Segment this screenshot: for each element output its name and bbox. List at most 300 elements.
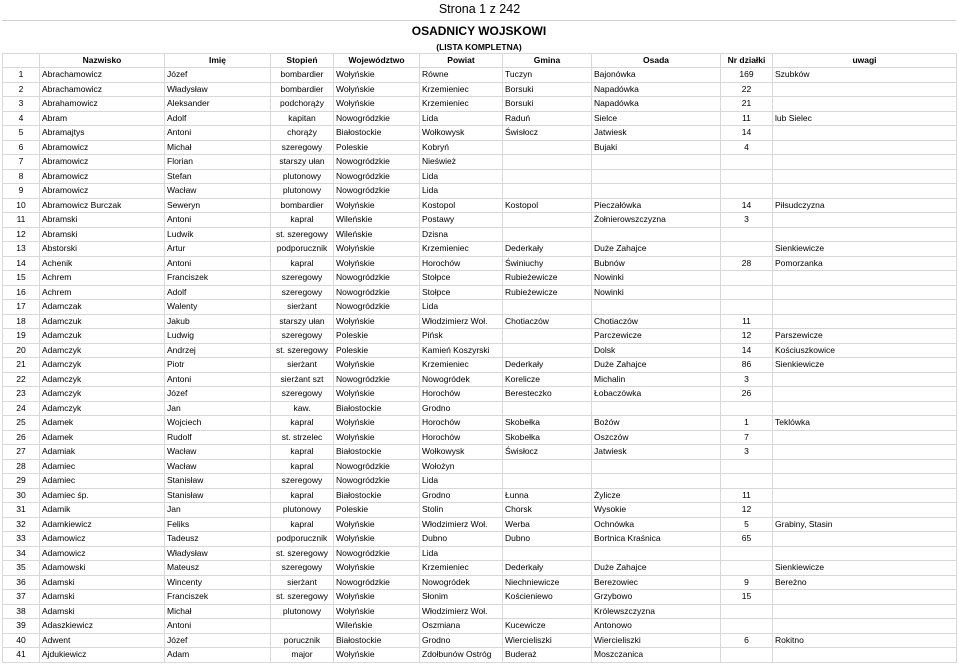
cell-first-name: Walenty	[165, 300, 271, 315]
cell-rank: kaw.	[271, 401, 334, 416]
cell-first-name: Antoni	[165, 126, 271, 141]
table-row	[3, 474, 957, 489]
cell-settlement: Dolsk	[592, 343, 721, 358]
table-row	[3, 169, 957, 184]
cell-plot-number: 12	[721, 503, 773, 518]
cell-county: Lida	[420, 474, 503, 489]
cell-commune	[503, 459, 592, 474]
cell-row-number: 41	[3, 648, 40, 663]
cell-county: Lida	[420, 300, 503, 315]
table-row	[3, 184, 957, 199]
cell-commune: Dubno	[503, 532, 592, 547]
cell-rank: plutonowy	[271, 604, 334, 619]
cell-rank: plutonowy	[271, 169, 334, 184]
cell-rank: plutonowy	[271, 503, 334, 518]
cell-county: Lida	[420, 169, 503, 184]
cell-settlement	[592, 401, 721, 416]
cell-first-name: Rudolf	[165, 430, 271, 445]
cell-voivodeship: Wołyńskie	[334, 517, 420, 532]
cell-commune: Skobełka	[503, 430, 592, 445]
cell-settlement: Moszczanica	[592, 648, 721, 663]
table-row	[3, 111, 957, 126]
cell-row-number: 20	[3, 343, 40, 358]
cell-row-number: 6	[3, 140, 40, 155]
cell-remarks	[773, 488, 957, 503]
cell-county: Słonim	[420, 590, 503, 605]
cell-first-name: Józef	[165, 633, 271, 648]
cell-voivodeship: Wołyńskie	[334, 82, 420, 97]
column-header-commune: Gmina	[503, 54, 592, 68]
cell-settlement: Bożów	[592, 416, 721, 431]
cell-rank: szeregowy	[271, 285, 334, 300]
cell-commune	[503, 343, 592, 358]
cell-settlement: Nowinki	[592, 271, 721, 286]
cell-county: Horochów	[420, 416, 503, 431]
cell-first-name: Andrzej	[165, 343, 271, 358]
cell-voivodeship: Wołyńskie	[334, 242, 420, 257]
cell-settlement: Duże Zahajce	[592, 358, 721, 373]
cell-row-number: 16	[3, 285, 40, 300]
cell-rank: starszy ułan	[271, 155, 334, 170]
cell-remarks	[773, 314, 957, 329]
table-header-row	[3, 54, 957, 68]
cell-first-name: Wojciech	[165, 416, 271, 431]
cell-surname: Abramowicz	[40, 140, 165, 155]
cell-rank: szeregowy	[271, 140, 334, 155]
cell-rank: plutonowy	[271, 184, 334, 199]
cell-county: Krzemieniec	[420, 97, 503, 112]
cell-first-name: Józef	[165, 387, 271, 402]
cell-remarks: Piłsudczyzna	[773, 198, 957, 213]
cell-commune: Rubieżewicze	[503, 271, 592, 286]
cell-settlement: Łobaczówka	[592, 387, 721, 402]
table-row	[3, 227, 957, 242]
cell-plot-number	[721, 648, 773, 663]
cell-remarks: Sienkiewicze	[773, 561, 957, 576]
cell-row-number: 18	[3, 314, 40, 329]
cell-remarks	[773, 430, 957, 445]
table-row	[3, 213, 957, 228]
table-row	[3, 256, 957, 271]
table-row	[3, 140, 957, 155]
cell-first-name: Ludwik	[165, 227, 271, 242]
cell-county: Lida	[420, 546, 503, 561]
cell-remarks	[773, 619, 957, 634]
table-row	[3, 155, 957, 170]
cell-county: Horochów	[420, 256, 503, 271]
cell-row-number: 31	[3, 503, 40, 518]
cell-rank: kapral	[271, 213, 334, 228]
cell-county: Pińsk	[420, 329, 503, 344]
cell-rank: st. szeregowy	[271, 227, 334, 242]
cell-row-number: 8	[3, 169, 40, 184]
cell-commune: Świsłocz	[503, 445, 592, 460]
cell-county: Grodno	[420, 401, 503, 416]
cell-plot-number: 15	[721, 590, 773, 605]
cell-remarks	[773, 387, 957, 402]
cell-county: Włodzimierz Woł.	[420, 604, 503, 619]
cell-voivodeship: Poleskie	[334, 343, 420, 358]
cell-rank: starszy ułan	[271, 314, 334, 329]
cell-remarks	[773, 474, 957, 489]
cell-commune: Kucewicze	[503, 619, 592, 634]
cell-county: Nowogródek	[420, 372, 503, 387]
cell-surname: Adamek	[40, 430, 165, 445]
cell-county: Horochów	[420, 387, 503, 402]
column-header-first-name: Imię	[165, 54, 271, 68]
cell-plot-number: 65	[721, 532, 773, 547]
cell-rank: podporucznik	[271, 242, 334, 257]
cell-settlement: Grzybowo	[592, 590, 721, 605]
cell-row-number: 32	[3, 517, 40, 532]
cell-plot-number: 28	[721, 256, 773, 271]
cell-surname: Adamczyk	[40, 401, 165, 416]
table-row	[3, 242, 957, 257]
cell-surname: Abramowicz	[40, 155, 165, 170]
cell-voivodeship: Poleskie	[334, 329, 420, 344]
cell-first-name: Wacław	[165, 445, 271, 460]
cell-surname: Abstorski	[40, 242, 165, 257]
column-header-county: Powiat	[420, 54, 503, 68]
cell-voivodeship: Wołyńskie	[334, 387, 420, 402]
cell-row-number: 37	[3, 590, 40, 605]
column-header-plot-number: Nr działki	[721, 54, 773, 68]
cell-first-name: Antoni	[165, 213, 271, 228]
cell-voivodeship: Wołyńskie	[334, 561, 420, 576]
column-header-row-number	[3, 54, 40, 68]
cell-plot-number	[721, 169, 773, 184]
cell-remarks	[773, 213, 957, 228]
cell-surname: Adamiak	[40, 445, 165, 460]
cell-settlement: Bujaki	[592, 140, 721, 155]
cell-remarks	[773, 546, 957, 561]
cell-plot-number: 11	[721, 488, 773, 503]
cell-surname: Adwent	[40, 633, 165, 648]
cell-rank: szeregowy	[271, 474, 334, 489]
cell-rank: kapral	[271, 517, 334, 532]
cell-first-name: Antoni	[165, 372, 271, 387]
cell-commune: Skobełka	[503, 416, 592, 431]
cell-remarks: Grabiny, Stasin	[773, 517, 957, 532]
table-row	[3, 532, 957, 547]
cell-first-name: Florian	[165, 155, 271, 170]
cell-first-name: Artur	[165, 242, 271, 257]
cell-rank: st. strzelec	[271, 430, 334, 445]
cell-commune	[503, 300, 592, 315]
cell-plot-number	[721, 155, 773, 170]
cell-voivodeship: Nowogródzkie	[334, 184, 420, 199]
table-body	[3, 68, 957, 663]
cell-surname: Achrem	[40, 271, 165, 286]
cell-remarks	[773, 82, 957, 97]
table-row	[3, 561, 957, 576]
cell-surname: Ajdukiewicz	[40, 648, 165, 663]
cell-voivodeship: Wileńskie	[334, 619, 420, 634]
cell-commune: Buderaż	[503, 648, 592, 663]
cell-county: Kostopol	[420, 198, 503, 213]
cell-surname: Adamowski	[40, 561, 165, 576]
cell-commune	[503, 546, 592, 561]
cell-row-number: 22	[3, 372, 40, 387]
cell-rank: sierżant szt	[271, 372, 334, 387]
cell-remarks: Pomorzanka	[773, 256, 957, 271]
cell-county: Grodno	[420, 633, 503, 648]
cell-first-name: Antoni	[165, 619, 271, 634]
cell-first-name: Wincenty	[165, 575, 271, 590]
cell-voivodeship: Nowogródzkie	[334, 285, 420, 300]
cell-settlement: Żołnierowszczyzna	[592, 213, 721, 228]
cell-plot-number: 86	[721, 358, 773, 373]
cell-commune: Dederkały	[503, 358, 592, 373]
table-row	[3, 590, 957, 605]
cell-county: Nowogródek	[420, 575, 503, 590]
cell-commune: Borsuki	[503, 82, 592, 97]
cell-county: Dubno	[420, 532, 503, 547]
cell-settlement: Oszczów	[592, 430, 721, 445]
cell-first-name: Mateusz	[165, 561, 271, 576]
cell-rank: kapral	[271, 416, 334, 431]
cell-settlement: Chotiaczów	[592, 314, 721, 329]
cell-commune	[503, 227, 592, 242]
cell-plot-number	[721, 604, 773, 619]
cell-county: Wołożyn	[420, 459, 503, 474]
cell-rank: porucznik	[271, 633, 334, 648]
cell-settlement	[592, 300, 721, 315]
cell-plot-number: 6	[721, 633, 773, 648]
cell-voivodeship: Wołyńskie	[334, 430, 420, 445]
cell-plot-number: 3	[721, 213, 773, 228]
cell-voivodeship: Białostockie	[334, 633, 420, 648]
cell-surname: Abramowicz Burczak	[40, 198, 165, 213]
cell-plot-number: 5	[721, 517, 773, 532]
cell-commune: Łunna	[503, 488, 592, 503]
cell-county: Oszmiana	[420, 619, 503, 634]
cell-county: Wołkowysk	[420, 445, 503, 460]
cell-row-number: 9	[3, 184, 40, 199]
cell-surname: Adamowicz	[40, 532, 165, 547]
cell-row-number: 28	[3, 459, 40, 474]
cell-voivodeship: Nowogródzkie	[334, 372, 420, 387]
cell-commune	[503, 604, 592, 619]
cell-voivodeship: Nowogródzkie	[334, 111, 420, 126]
cell-row-number: 1	[3, 68, 40, 83]
cell-rank: szeregowy	[271, 387, 334, 402]
table-row	[3, 68, 957, 83]
cell-row-number: 11	[3, 213, 40, 228]
cell-settlement: Żylicze	[592, 488, 721, 503]
cell-commune	[503, 329, 592, 344]
cell-remarks	[773, 503, 957, 518]
cell-remarks	[773, 604, 957, 619]
cell-row-number: 5	[3, 126, 40, 141]
cell-rank: kapral	[271, 488, 334, 503]
cell-settlement: Ochnówka	[592, 517, 721, 532]
roster-sheet	[2, 20, 956, 663]
cell-plot-number	[721, 459, 773, 474]
cell-surname: Abrachamowicz	[40, 82, 165, 97]
cell-commune: Dederkały	[503, 242, 592, 257]
cell-settlement: Bubnów	[592, 256, 721, 271]
table-row	[3, 604, 957, 619]
document-subtitle: (LISTA KOMPLETNA)	[436, 42, 522, 52]
cell-plot-number: 7	[721, 430, 773, 445]
cell-commune	[503, 169, 592, 184]
cell-plot-number	[721, 474, 773, 489]
cell-settlement	[592, 459, 721, 474]
cell-remarks	[773, 169, 957, 184]
cell-first-name: Adolf	[165, 111, 271, 126]
cell-settlement: Bortnica Kraśnica	[592, 532, 721, 547]
cell-county: Grodno	[420, 488, 503, 503]
cell-surname: Adamczuk	[40, 329, 165, 344]
cell-first-name: Jan	[165, 401, 271, 416]
table-row	[3, 619, 957, 634]
cell-row-number: 26	[3, 430, 40, 445]
cell-voivodeship: Wileńskie	[334, 227, 420, 242]
cell-first-name: Tadeusz	[165, 532, 271, 547]
cell-rank: kapral	[271, 445, 334, 460]
cell-remarks	[773, 285, 957, 300]
cell-remarks	[773, 459, 957, 474]
cell-first-name: Piotr	[165, 358, 271, 373]
cell-commune	[503, 140, 592, 155]
cell-row-number: 15	[3, 271, 40, 286]
cell-surname: Achenik	[40, 256, 165, 271]
cell-surname: Adaszkiewicz	[40, 619, 165, 634]
cell-county: Postawy	[420, 213, 503, 228]
cell-rank: bombardier	[271, 82, 334, 97]
cell-row-number: 34	[3, 546, 40, 561]
cell-voivodeship: Wołyńskie	[334, 256, 420, 271]
table-row	[3, 633, 957, 648]
cell-remarks	[773, 126, 957, 141]
cell-row-number: 14	[3, 256, 40, 271]
cell-voivodeship: Poleskie	[334, 503, 420, 518]
table-row	[3, 648, 957, 663]
cell-settlement: Michalin	[592, 372, 721, 387]
cell-surname: Abramski	[40, 227, 165, 242]
cell-row-number: 3	[3, 97, 40, 112]
cell-plot-number: 11	[721, 314, 773, 329]
cell-row-number: 21	[3, 358, 40, 373]
cell-plot-number	[721, 285, 773, 300]
cell-rank: st. szeregowy	[271, 590, 334, 605]
cell-commune: Chorsk	[503, 503, 592, 518]
cell-plot-number: 3	[721, 372, 773, 387]
cell-plot-number: 26	[721, 387, 773, 402]
cell-settlement: Napadówka	[592, 82, 721, 97]
column-header-surname: Nazwisko	[40, 54, 165, 68]
cell-plot-number	[721, 546, 773, 561]
cell-rank: kapral	[271, 256, 334, 271]
cell-rank: major	[271, 648, 334, 663]
cell-settlement	[592, 155, 721, 170]
column-header-rank: Stopień	[271, 54, 334, 68]
table-row	[3, 97, 957, 112]
cell-surname: Achrem	[40, 285, 165, 300]
cell-settlement: Antonowo	[592, 619, 721, 634]
column-header-settlement: Osada	[592, 54, 721, 68]
cell-plot-number	[721, 561, 773, 576]
cell-surname: Abrahamowicz	[40, 97, 165, 112]
cell-first-name: Stanisław	[165, 488, 271, 503]
table-row	[3, 358, 957, 373]
cell-remarks: Szubków	[773, 68, 957, 83]
cell-rank: kapitan	[271, 111, 334, 126]
cell-first-name: Franciszek	[165, 271, 271, 286]
cell-row-number: 38	[3, 604, 40, 619]
cell-row-number: 17	[3, 300, 40, 315]
cell-first-name: Ludwig	[165, 329, 271, 344]
cell-settlement: Pieczałówka	[592, 198, 721, 213]
cell-remarks: Kościuszkowice	[773, 343, 957, 358]
cell-commune: Beresteczko	[503, 387, 592, 402]
table-row	[3, 343, 957, 358]
cell-voivodeship: Wołyńskie	[334, 358, 420, 373]
cell-settlement: Jatwiesk	[592, 445, 721, 460]
table-row	[3, 126, 957, 141]
cell-rank: st. szeregowy	[271, 343, 334, 358]
cell-voivodeship: Nowogródzkie	[334, 459, 420, 474]
cell-voivodeship: Wołyńskie	[334, 532, 420, 547]
cell-plot-number: 169	[721, 68, 773, 83]
cell-plot-number: 12	[721, 329, 773, 344]
cell-row-number: 4	[3, 111, 40, 126]
cell-voivodeship: Nowogródzkie	[334, 546, 420, 561]
cell-surname: Adamczak	[40, 300, 165, 315]
cell-rank: szeregowy	[271, 561, 334, 576]
cell-county: Kamień Koszyrski	[420, 343, 503, 358]
cell-surname: Adamiec	[40, 474, 165, 489]
cell-row-number: 2	[3, 82, 40, 97]
cell-commune: Rubieżewicze	[503, 285, 592, 300]
cell-voivodeship: Nowogródzkie	[334, 169, 420, 184]
column-header-remarks: uwagi	[773, 54, 957, 68]
cell-first-name: Stanisław	[165, 474, 271, 489]
cell-county: Równe	[420, 68, 503, 83]
cell-surname: Adamiec śp.	[40, 488, 165, 503]
table-row	[3, 198, 957, 213]
cell-plot-number: 14	[721, 126, 773, 141]
cell-rank: chorąży	[271, 126, 334, 141]
cell-plot-number	[721, 300, 773, 315]
cell-commune	[503, 184, 592, 199]
cell-row-number: 19	[3, 329, 40, 344]
cell-row-number: 25	[3, 416, 40, 431]
cell-voivodeship: Nowogródzkie	[334, 575, 420, 590]
cell-surname: Adamczyk	[40, 387, 165, 402]
table-row	[3, 445, 957, 460]
cell-first-name: Wacław	[165, 184, 271, 199]
cell-first-name: Stefan	[165, 169, 271, 184]
cell-county: Włodzimierz Woł.	[420, 517, 503, 532]
cell-plot-number	[721, 242, 773, 257]
table-row	[3, 300, 957, 315]
cell-row-number: 35	[3, 561, 40, 576]
cell-remarks	[773, 372, 957, 387]
cell-row-number: 7	[3, 155, 40, 170]
table-row	[3, 329, 957, 344]
cell-settlement: Sielce	[592, 111, 721, 126]
cell-settlement: Jatwiesk	[592, 126, 721, 141]
cell-row-number: 30	[3, 488, 40, 503]
table-row	[3, 82, 957, 97]
cell-rank: szeregowy	[271, 271, 334, 286]
table-row	[3, 517, 957, 532]
cell-settlement: Królewszczyzna	[592, 604, 721, 619]
cell-county: Włodzimierz Woł.	[420, 314, 503, 329]
cell-first-name: Seweryn	[165, 198, 271, 213]
